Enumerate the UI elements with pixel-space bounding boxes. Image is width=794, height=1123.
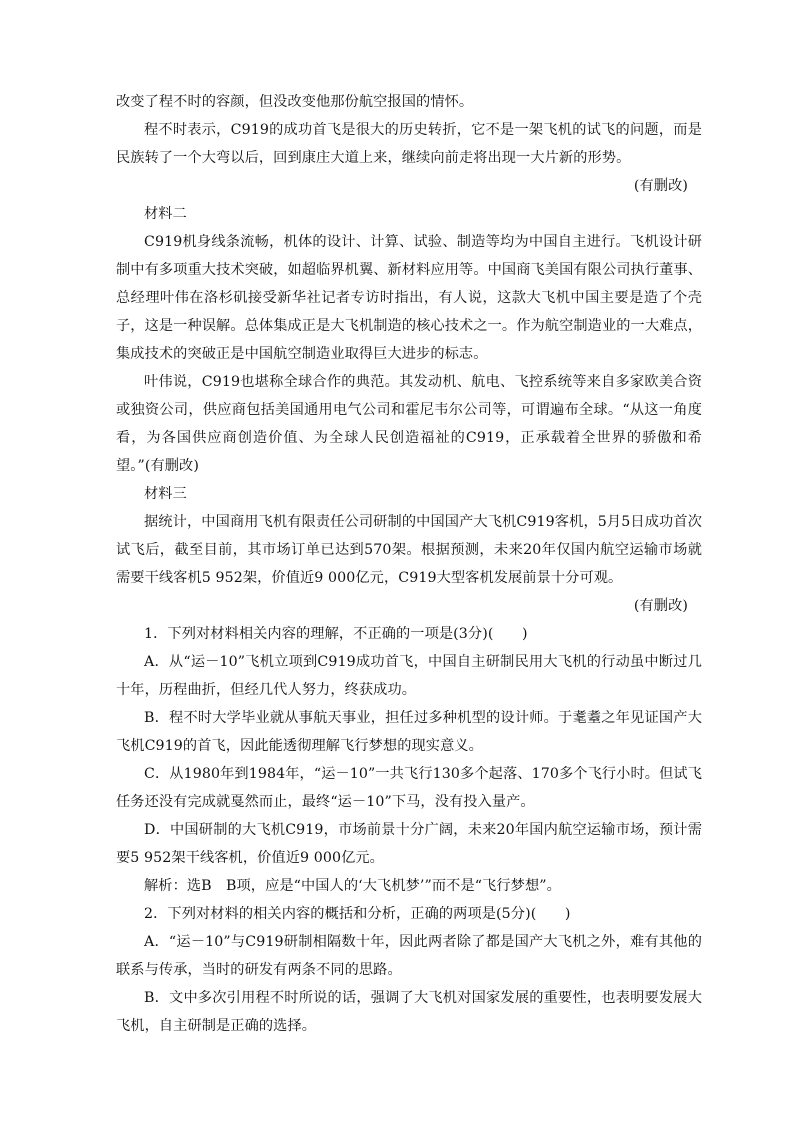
document-page — [116, 88, 702, 1040]
question-2-option-b: B．文中多次引用程不时所说的话，强调了大飞机对国家发展的重要性，也表明要发展大飞机，自主研制是正确的选择。 — [116, 990, 702, 1034]
paragraph-continuation: 改变了程不时的容颜，但没改变他那份航空报国的情怀。 — [116, 94, 474, 110]
question-2-option-a: A．“运－10”与C919研制相隔数十年，因此两者除了都是国产大飞机之外，难有其他的联系与传承，当时的研发有两条不同的思路。 — [116, 934, 702, 978]
question-1-option-b: B．程不时大学毕业就从事航天事业，担任过多种机型的设计师。于耄耋之年见证国产大飞机C919的首飞，因此能透彻理解飞行梦想的现实意义。 — [116, 710, 702, 754]
section-heading-material-2: 材料二 — [144, 206, 187, 222]
paragraph-global-cooperation: 叶伟说，C919也堪称全球合作的典范。其发动机、航电、飞控系统等来自多家欧美合资或独资公司，供应商包括美国通用电气公司和霍尼韦尔公司等，可谓遍布全球。“从这一角度看，为各国供应商创造价值、为全球人民创造福祉的C919，正承载着全世界的骄傲和希望。”(有删改) — [116, 374, 702, 474]
source-note: (有删改) — [633, 178, 688, 194]
paragraph-market-orders: 据统计，中国商用飞机有限责任公司研制的中国国产大飞机C919客机，5月5日成功首次试飞后，截至目前，其市场订单已达到570架。根据预测，未来20年仅国内航空运输市场就需要干线客机5 952架，价值近9 000亿元，C919大型客机发展前景十分可观。 — [116, 514, 702, 586]
section-heading-material-3: 材料三 — [144, 486, 187, 502]
question-1-option-c: C．从1980年到1984年，“运－10”一共飞行130多个起落、170多个飞行小时。但试飞任务还没有完成就戛然而止，最终“运－10”下马，没有投入量产。 — [116, 766, 702, 810]
question-1-option-a: A．从“运－10”飞机立项到C919成功首飞，中国自主研制民用大飞机的行动虽中断过几十年，历程曲折，但经几代人努力，终获成功。 — [116, 654, 702, 698]
source-note: (有删改) — [633, 598, 688, 614]
question-1: 1．下列对材料相关内容的理解，不正确的一项是(3分)( ) — [144, 626, 528, 642]
paragraph-chengbushi-statement: 程不时表示，C919的成功首飞是很大的历史转折，它不是一架飞机的试飞的问题，而是民族转了一个大弯以后，回到康庄大道上来，继续向前走将出现一大片新的形势。 — [116, 122, 702, 166]
question-2: 2．下列对材料的相关内容的概括和分析，正确的两项是(5分)( ) — [144, 906, 571, 922]
paragraph-c919-design: C919机身线条流畅，机体的设计、计算、试验、制造等均为中国自主进行。飞机设计研制中有多项重大技术突破，如超临界机翼、新材料应用等。中国商飞美国有限公司执行董事、总经理叶伟在洛杉矶接受新华社记者专访时指出，有人说，这款大飞机中国主要是造了个壳子，这是一种误解。总体集成正是大飞机制造的核心技术之一。作为航空制造业的一大难点，集成技术的突破正是中国航空制造业取得巨大进步的标志。 — [116, 234, 702, 362]
question-1-analysis: 解析：选B B项，应是“中国人的‘大飞机梦’”而不是“飞行梦想”。 — [144, 878, 561, 894]
question-1-option-d: D．中国研制的大飞机C919，市场前景十分广阔，未来20年国内航空运输市场，预计需要5 952架干线客机，价值近9 000亿元。 — [116, 822, 702, 866]
